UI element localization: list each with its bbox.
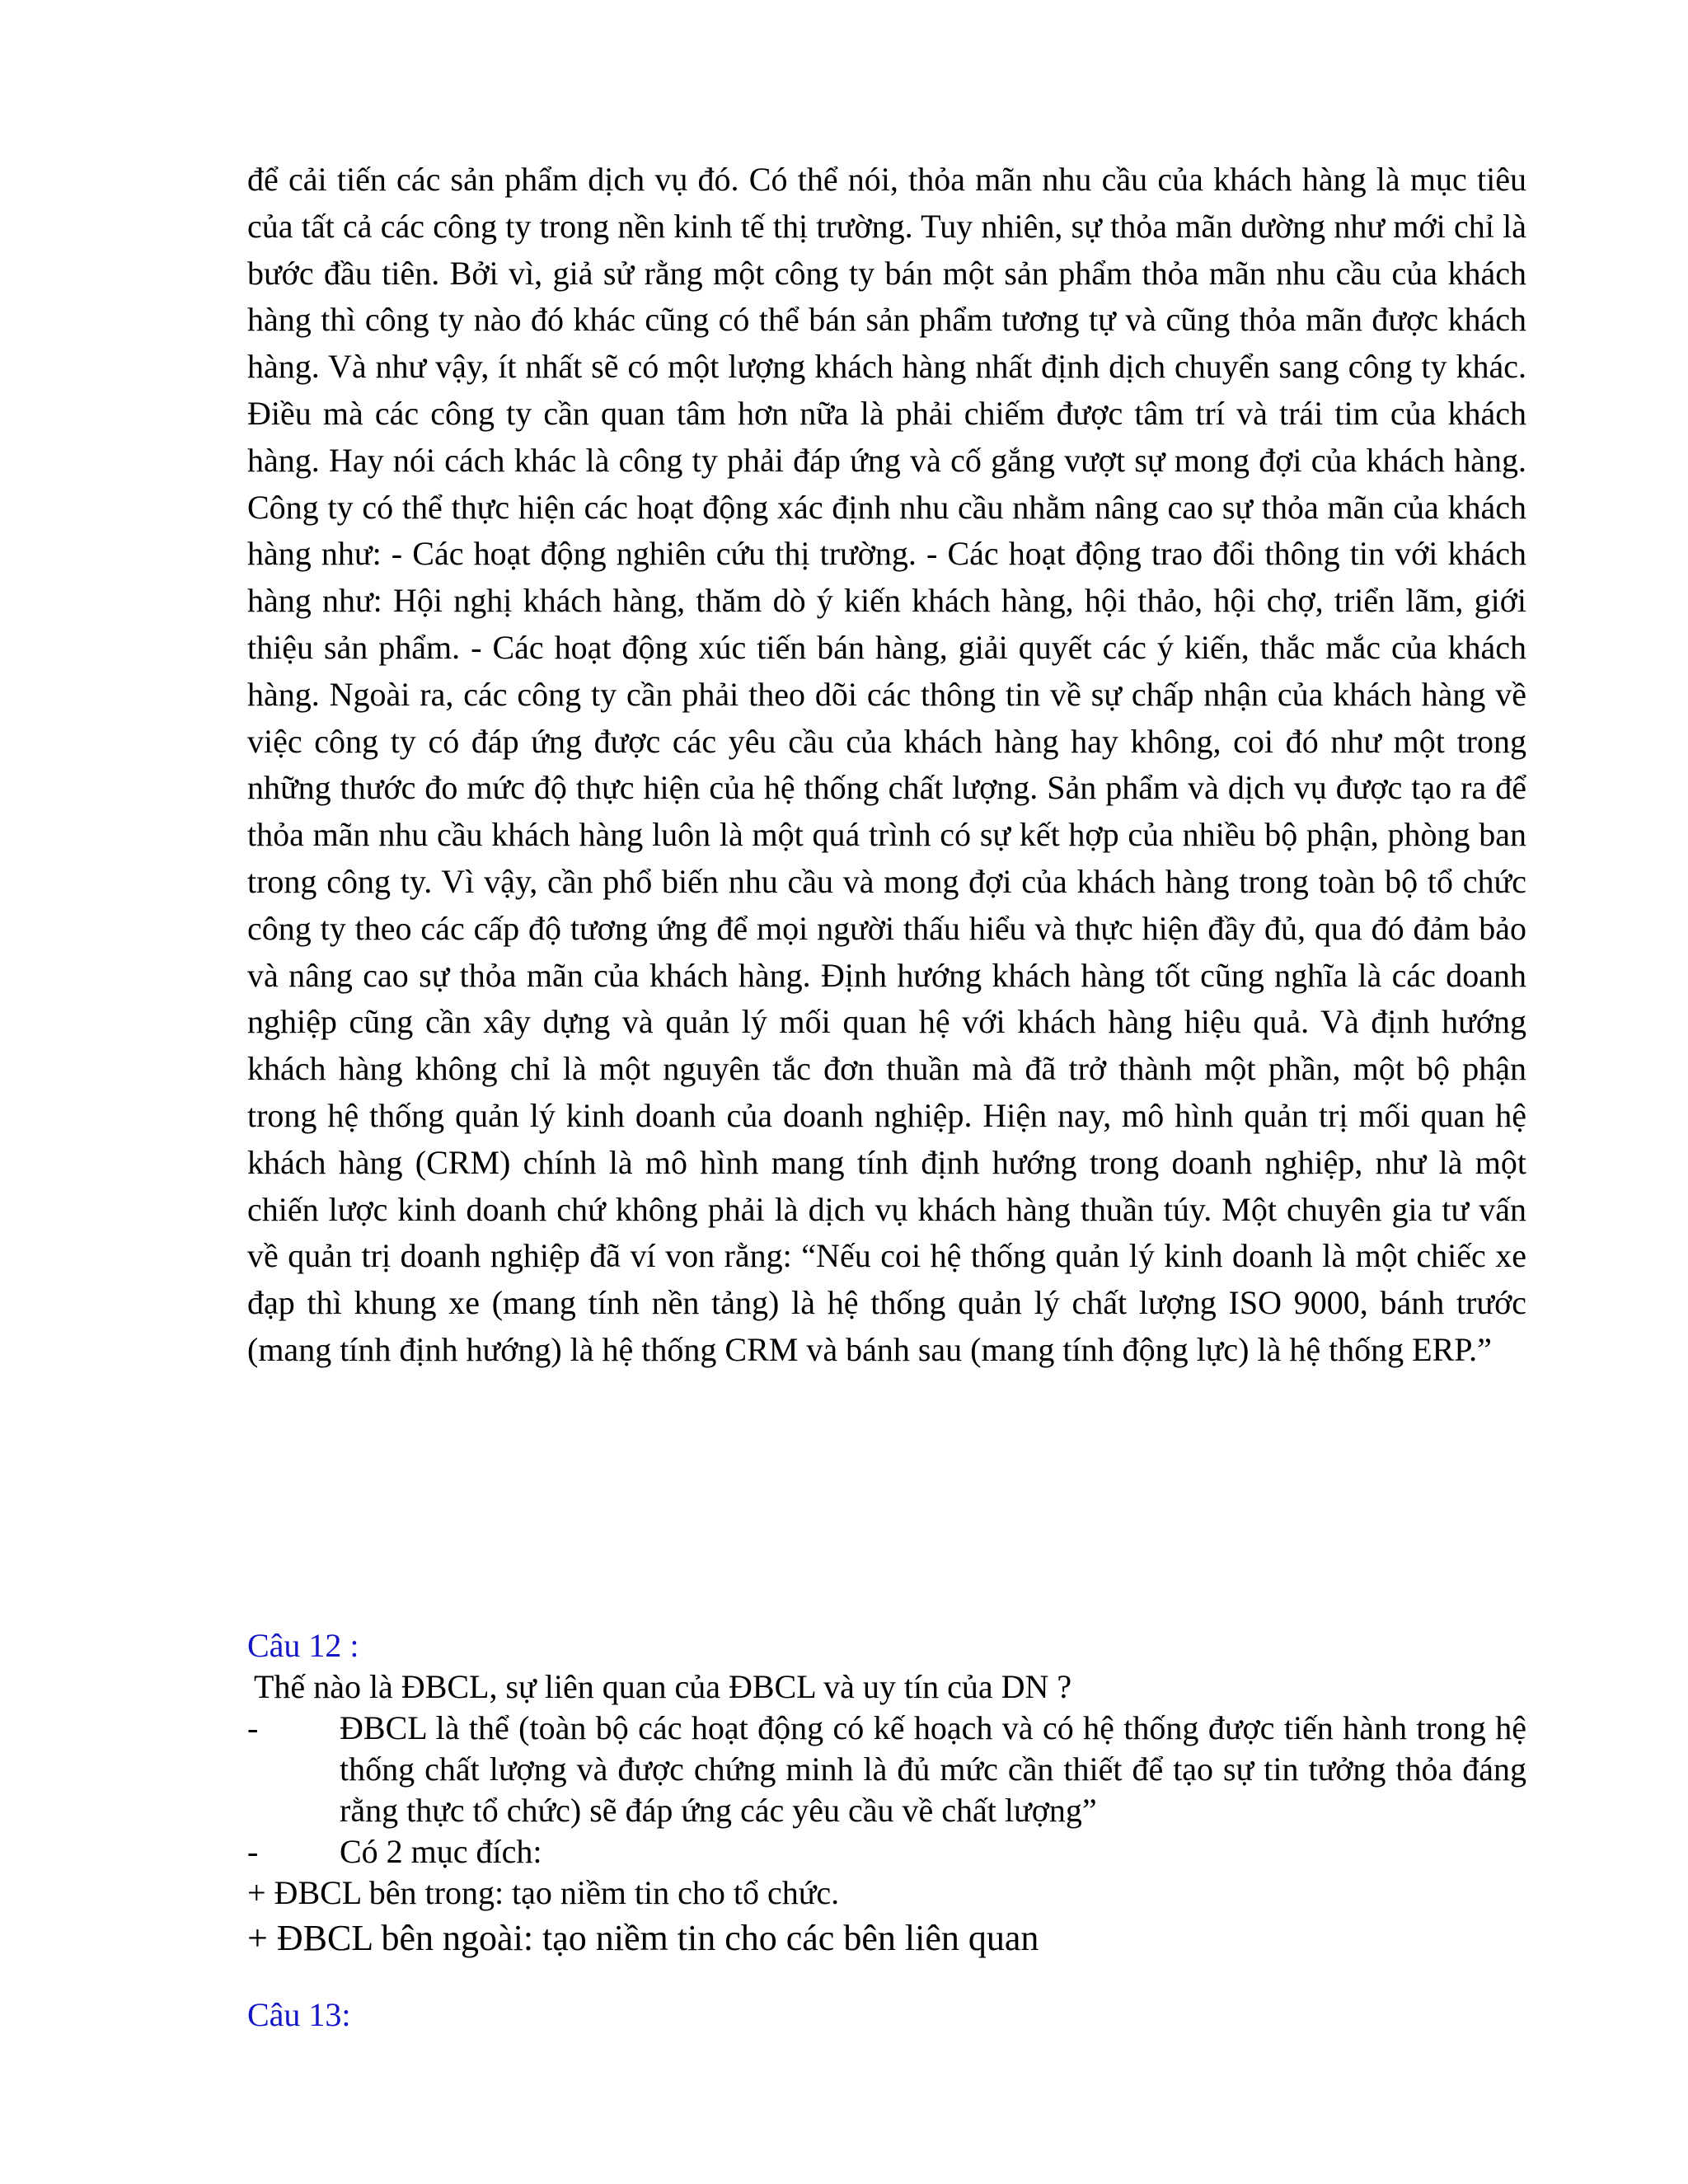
question-13-heading: Câu 13:: [247, 1996, 351, 2033]
question-12-heading: Câu 12 :: [247, 1627, 359, 1664]
dash-bullet: -: [247, 1709, 259, 1746]
purpose-item: [247, 1831, 1526, 1872]
question-12-text: Thế nào là ĐBCL, sự liên quan của ĐBCL và uy tín của DN ?: [254, 1668, 1072, 1705]
body-paragraph: để cải tiến các sản phẩm dịch vụ đó. Có thể nói, thỏa mãn nhu cầu của khách hàng là mục tiêu của tất cả các công ty trong nền kinh tế thị trường. Tuy nhiên, sự thỏa mãn dường như mới chỉ là bước đầu tiên. Bởi vì, giả sử rằng một công ty bán một sản phẩm thỏa mãn nhu cầu của khách hàng thì công ty nào đó khác cũng có thể bán sản phẩm tương tự và cũng thỏa mãn được khách hàng. Và như vậy, ít nhất sẽ có một lượng khách hàng nhất định dịch chuyển sang công ty khác. Điều mà các công ty cần quan tâm hơn nữa là phải chiếm được tâm trí và trái tim của khách hàng. Hay nói cách khác là công ty phải đáp ứng và cố gắng vượt sự mong đợi của khách hàng. Công ty có thể thực hiện các hoạt động xác định nhu cầu nhằm nâng cao sự thỏa mãn của khách hàng như: - Các hoạt động nghiên cứu thị trường. - Các hoạt động trao đổi thông tin với khách hàng như: Hội nghị khách hàng, thăm dò ý kiến khách hàng, hội thảo, hội chợ, triển lãm, giới thiệu sản phẩm. - Các hoạt động xúc tiến bán hàng, giải quyết các ý kiến, thắc mắc của khách hàng. Ngoài ra, các công ty cần phải theo dõi các thông tin về sự chấp nhận của khách hàng về việc công ty có đáp ứng được các yêu cầu của khách hàng hay không, coi đó như một trong những thước đo mức độ thực hiện của hệ thống chất lượng. Sản phẩm và dịch vụ được tạo ra để thỏa mãn nhu cầu khách hàng luôn là một quá trình có sự kết hợp của nhiều bộ phận, phòng ban trong công ty. Vì vậy, cần phổ biến nhu cầu và mong đợi của khách hàng trong toàn bộ tổ chức công ty theo các cấp độ tương ứng để mọi người thấu hiểu và thực hiện đầy đủ, qua đó đảm bảo và nâng cao sự thỏa mãn của khách hàng. Định hướng khách hàng tốt cũng nghĩa là các doanh nghiệp cũng cần xây dựng và quản lý mối quan hệ với khách hàng hiệu quả. Và định hướng khách hàng không chỉ là một nguyên tắc đơn thuần mà đã trở thành một phần, một bộ phận trong hệ thống quản lý kinh doanh của doanh nghiệp. Hiện nay, mô hình quản trị mối quan hệ khách hàng (CRM) chính là mô hình mang tính định hướng trong doanh nghiệp, như là một chiến lược kinh doanh chứ không phải là dịch vụ khách hàng thuần túy. Một chuyên gia tư vấn về quản trị doanh nghiệp đã ví von rằng: “Nếu coi hệ thống quản lý kinh doanh là một chiếc xe đạp thì khung xe (mang tính nền tảng) là hệ thống quản lý chất lượng ISO 9000, bánh trước (mang tính định hướng) là hệ thống CRM và bánh sau (mang tính động lực) là hệ thống ERP.”: [247, 161, 1526, 1368]
section-question-13: [247, 1994, 1526, 2036]
external-qa-item: + ĐBCL bên ngoài: tạo niềm tin cho các bên liên quan: [247, 1918, 1039, 1958]
dash-bullet: -: [247, 1833, 259, 1870]
section-question-12: [247, 1625, 1526, 1961]
purpose-text: Có 2 mục đích:: [340, 1833, 542, 1870]
internal-qa-item: + ĐBCL bên trong: tạo niềm tin cho tổ chức.: [247, 1874, 840, 1911]
definition-item: [247, 1708, 1526, 1831]
definition-text: ĐBCL là thể (toàn bộ các hoạt động có kế hoạch và có hệ thống được tiến hành trong hệ thống chất lượng và được chứng minh là đủ mức cần thiết để tạo sự tin tưởng thỏa đáng rằng thực tổ chức) sẽ đáp ứng các yêu cầu về chất lượng”: [340, 1709, 1526, 1829]
